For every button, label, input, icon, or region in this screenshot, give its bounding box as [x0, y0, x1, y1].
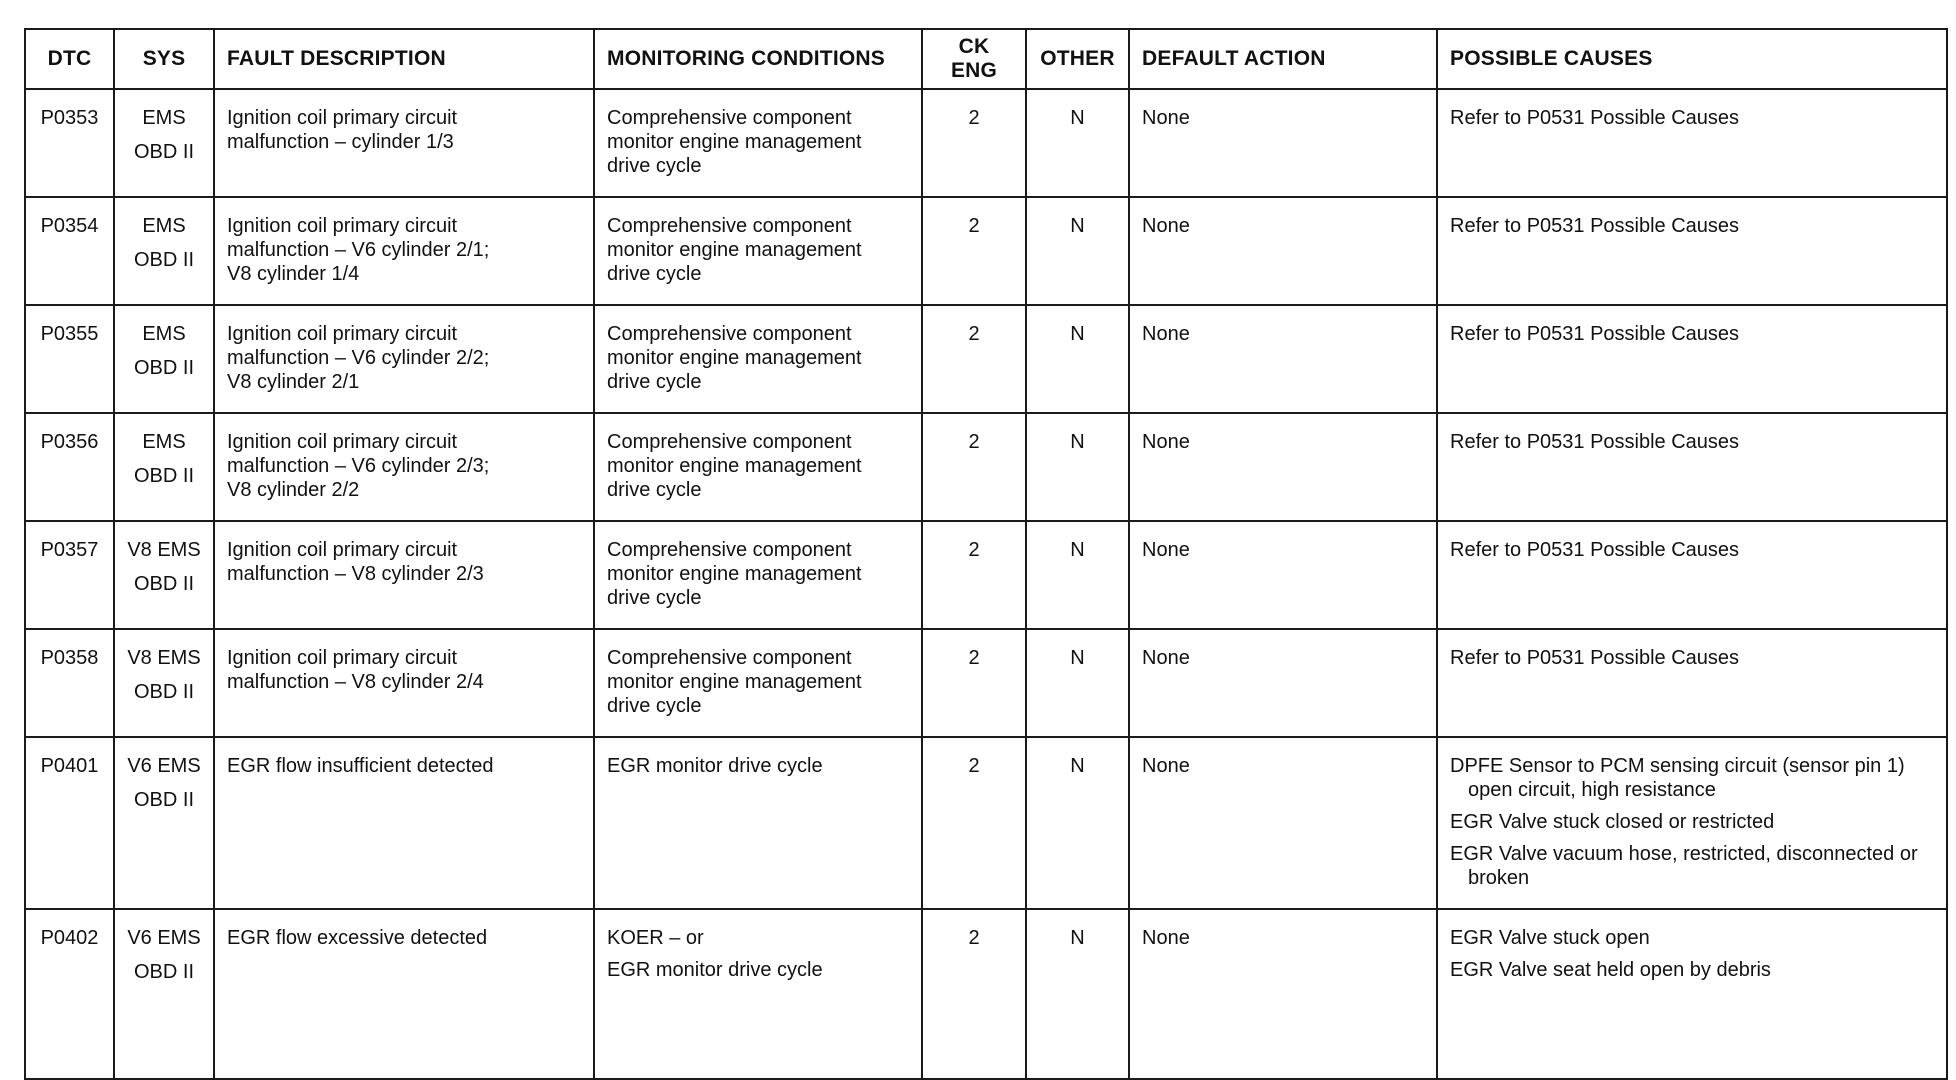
ck-eng-cell: 2	[922, 197, 1026, 305]
sys-cell	[114, 737, 214, 909]
fault-line: EGR flow insufficient detected	[227, 755, 494, 777]
fault-line: V8 cylinder 2/2	[227, 479, 360, 501]
causes-cell	[1437, 197, 1947, 305]
other-cell: N	[1026, 413, 1129, 521]
sys-line: OBD II	[133, 357, 194, 379]
dtc-code: P0354	[40, 215, 99, 237]
monitoring-line: Comprehensive component	[607, 647, 852, 669]
default-action-cell: None	[1129, 89, 1437, 197]
header-possible-causes: POSSIBLE CAUSES	[1437, 29, 1947, 89]
sys-line: V6 EMS	[127, 927, 201, 949]
monitoring-line: monitor engine management	[607, 131, 862, 153]
fault-line: Ignition coil primary circuit	[227, 647, 458, 669]
cause-line: Refer to P0531 Possible Causes	[1450, 107, 1740, 129]
sys-cell	[114, 413, 214, 521]
header-other: OTHER	[1026, 29, 1129, 89]
ck-eng-cell: 2	[922, 521, 1026, 629]
fault-line: EGR flow excessive detected	[227, 927, 488, 949]
causes-cell	[1437, 89, 1947, 197]
monitoring-cell	[594, 413, 922, 521]
fault-line: malfunction – V8 cylinder 2/3	[227, 563, 484, 585]
sys-line: OBD II	[133, 961, 194, 983]
sys-line: OBD II	[133, 573, 194, 595]
sys-cell	[114, 197, 214, 305]
sys-cell	[114, 89, 214, 197]
other-cell: N	[1026, 89, 1129, 197]
ck-eng-cell: 2	[922, 89, 1026, 197]
dtc-code: P0401	[40, 755, 99, 777]
dtc-table	[24, 28, 1948, 1080]
header-fault-description: FAULT DESCRIPTION	[214, 29, 594, 89]
monitoring-cell	[594, 197, 922, 305]
other-cell: N	[1026, 305, 1129, 413]
cause-line: EGR Valve stuck closed or restricted	[1450, 811, 1775, 833]
fault-line: malfunction – V6 cylinder 2/2;	[227, 347, 490, 369]
ck-eng-cell: 2	[922, 305, 1026, 413]
default-action-cell: None	[1129, 909, 1437, 1079]
dtc-cell	[25, 737, 114, 909]
monitoring-cell	[594, 737, 922, 909]
default-action-cell: None	[1129, 629, 1437, 737]
dtc-code: P0402	[40, 927, 99, 949]
fault-line: Ignition coil primary circuit	[227, 431, 458, 453]
cause-line: Refer to P0531 Possible Causes	[1450, 431, 1740, 453]
header-sys: SYS	[114, 29, 214, 89]
sys-line: EMS	[142, 431, 186, 453]
sys-line: EMS	[142, 215, 186, 237]
sys-line: EMS	[142, 107, 186, 129]
monitoring-line: monitor engine management	[607, 239, 862, 261]
default-action-cell: None	[1129, 521, 1437, 629]
table-row	[25, 305, 1947, 413]
monitoring-cell	[594, 305, 922, 413]
monitoring-line: drive cycle	[607, 263, 702, 285]
other-cell: N	[1026, 521, 1129, 629]
sys-line: OBD II	[133, 249, 194, 271]
fault-cell	[214, 629, 594, 737]
other-cell: N	[1026, 737, 1129, 909]
monitoring-cell	[594, 89, 922, 197]
cause-line: Refer to P0531 Possible Causes	[1450, 323, 1740, 345]
monitoring-cell	[594, 629, 922, 737]
monitoring-line: drive cycle	[607, 587, 702, 609]
table-header-row	[25, 29, 1947, 89]
monitoring-line: KOER – or	[607, 927, 704, 949]
fault-line: Ignition coil primary circuit	[227, 539, 458, 561]
cause-line: EGR Valve seat held open by debris	[1450, 959, 1771, 981]
cause-line: Refer to P0531 Possible Causes	[1450, 539, 1740, 561]
causes-cell	[1437, 521, 1947, 629]
sys-cell	[114, 909, 214, 1079]
sys-line: EMS	[142, 323, 186, 345]
table-row	[25, 413, 1947, 521]
ck-eng-cell: 2	[922, 629, 1026, 737]
fault-cell	[214, 737, 594, 909]
table-row	[25, 197, 1947, 305]
dtc-code: P0355	[40, 323, 99, 345]
header-dtc: DTC	[25, 29, 114, 89]
dtc-code: P0353	[40, 107, 99, 129]
ck-eng-cell: 2	[922, 413, 1026, 521]
monitoring-line: Comprehensive component	[607, 107, 852, 129]
default-action-cell: None	[1129, 413, 1437, 521]
causes-cell	[1437, 909, 1947, 1079]
monitoring-line: EGR monitor drive cycle	[607, 959, 823, 981]
sys-line: V6 EMS	[127, 755, 201, 777]
monitoring-line: monitor engine management	[607, 455, 862, 477]
monitoring-line: drive cycle	[607, 371, 702, 393]
monitoring-line: drive cycle	[607, 695, 702, 717]
ck-eng-cell: 2	[922, 909, 1026, 1079]
dtc-cell	[25, 413, 114, 521]
cause-line: DPFE Sensor to PCM sensing circuit (sensor pin 1) open circuit, high resistance	[1450, 755, 1905, 801]
monitoring-line: Comprehensive component	[607, 431, 852, 453]
header-ck-eng: CK ENG	[922, 29, 1026, 89]
dtc-cell	[25, 89, 114, 197]
fault-line: malfunction – V8 cylinder 2/4	[227, 671, 484, 693]
sys-line: OBD II	[133, 141, 194, 163]
causes-cell	[1437, 413, 1947, 521]
dtc-cell	[25, 909, 114, 1079]
dtc-code: P0356	[40, 431, 99, 453]
default-action-cell: None	[1129, 305, 1437, 413]
fault-line: malfunction – V6 cylinder 2/1;	[227, 239, 490, 261]
sys-line: OBD II	[133, 681, 194, 703]
fault-cell	[214, 521, 594, 629]
other-cell: N	[1026, 629, 1129, 737]
monitoring-cell	[594, 521, 922, 629]
fault-line: malfunction – V6 cylinder 2/3;	[227, 455, 490, 477]
monitoring-line: monitor engine management	[607, 347, 862, 369]
fault-cell	[214, 197, 594, 305]
sys-cell	[114, 629, 214, 737]
causes-cell	[1437, 305, 1947, 413]
fault-line: V8 cylinder 1/4	[227, 263, 360, 285]
default-action-cell: None	[1129, 737, 1437, 909]
sys-cell	[114, 521, 214, 629]
dtc-cell	[25, 521, 114, 629]
dtc-cell	[25, 629, 114, 737]
table-row	[25, 89, 1947, 197]
fault-line: Ignition coil primary circuit	[227, 107, 458, 129]
causes-cell	[1437, 629, 1947, 737]
causes-cell	[1437, 737, 1947, 909]
sys-line: OBD II	[133, 789, 194, 811]
sys-line: OBD II	[133, 465, 194, 487]
other-cell: N	[1026, 197, 1129, 305]
other-cell: N	[1026, 909, 1129, 1079]
monitoring-line: drive cycle	[607, 479, 702, 501]
table-row	[25, 737, 1947, 909]
table-row	[25, 629, 1947, 737]
monitoring-line: monitor engine management	[607, 563, 862, 585]
dtc-cell	[25, 197, 114, 305]
ck-eng-cell: 2	[922, 737, 1026, 909]
default-action-cell: None	[1129, 197, 1437, 305]
monitoring-cell	[594, 909, 922, 1079]
monitoring-line: monitor engine management	[607, 671, 862, 693]
header-monitoring-conditions: MONITORING CONDITIONS	[594, 29, 922, 89]
fault-cell	[214, 89, 594, 197]
sys-cell	[114, 305, 214, 413]
monitoring-line: Comprehensive component	[607, 215, 852, 237]
cause-line: Refer to P0531 Possible Causes	[1450, 215, 1740, 237]
monitoring-line: Comprehensive component	[607, 539, 852, 561]
table-row	[25, 521, 1947, 629]
monitoring-line: Comprehensive component	[607, 323, 852, 345]
fault-cell	[214, 413, 594, 521]
table-row	[25, 909, 1947, 1079]
sys-line: V8 EMS	[127, 539, 201, 561]
dtc-table-sheet	[24, 28, 1946, 1080]
fault-line: Ignition coil primary circuit	[227, 323, 458, 345]
cause-line: Refer to P0531 Possible Causes	[1450, 647, 1740, 669]
monitoring-line: EGR monitor drive cycle	[607, 755, 823, 777]
dtc-code: P0358	[40, 647, 99, 669]
monitoring-line: drive cycle	[607, 155, 702, 177]
header-default-action: DEFAULT ACTION	[1129, 29, 1437, 89]
cause-line: EGR Valve vacuum hose, restricted, disconnected or broken	[1450, 843, 1918, 889]
cause-line: EGR Valve stuck open	[1450, 927, 1650, 949]
fault-line: malfunction – cylinder 1/3	[227, 131, 454, 153]
fault-line: V8 cylinder 2/1	[227, 371, 360, 393]
dtc-cell	[25, 305, 114, 413]
sys-line: V8 EMS	[127, 647, 201, 669]
dtc-code: P0357	[40, 539, 99, 561]
fault-cell	[214, 305, 594, 413]
fault-cell	[214, 909, 594, 1079]
fault-line: Ignition coil primary circuit	[227, 215, 458, 237]
